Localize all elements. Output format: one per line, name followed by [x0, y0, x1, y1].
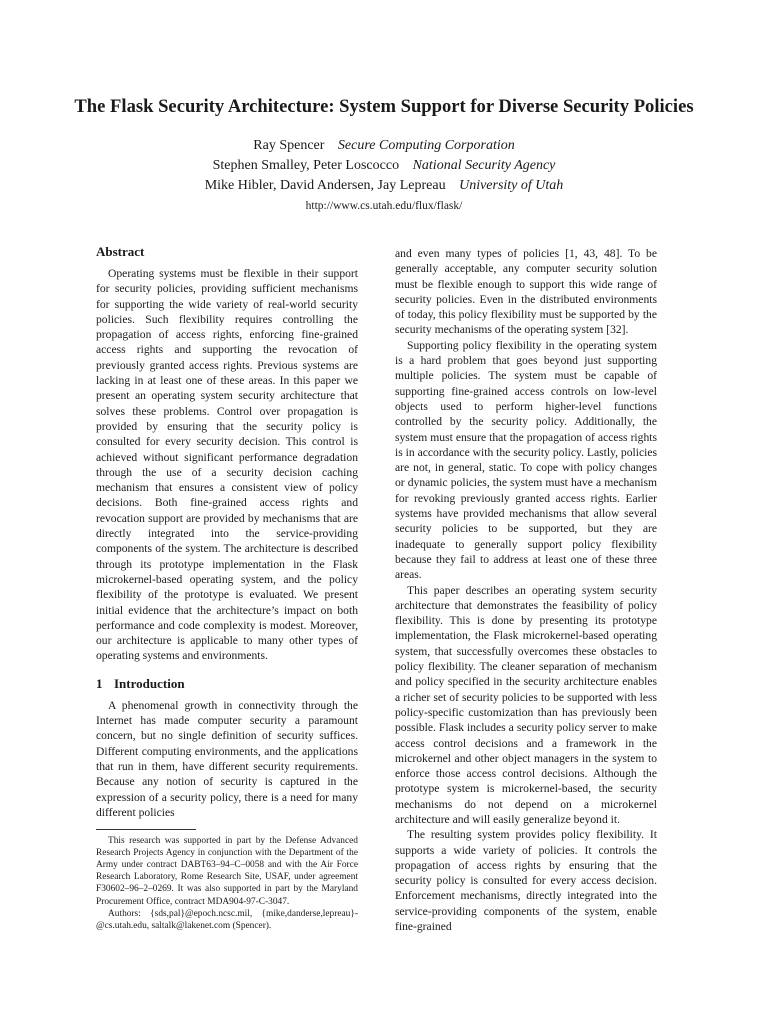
author-names: Mike Hibler, David Andersen, Jay Lepreau [204, 178, 446, 193]
footnote-authors: Authors: {sds,pal}@epoch.ncsc.mil, {mike,danderse,lepreau}-@cs.utah.edu, saltalk@lakenet.com (Spencer). [96, 908, 358, 931]
author-line [40, 136, 728, 156]
introduction-heading [96, 676, 358, 692]
intro-paragraph: The resulting system provides policy flexibility. It supports a wide variety of policies. It controls the propagation of access rights by ensuring that the security policy is consulted for every access decision. Enforcement mechanisms, directly integrated into the service-providing components of the system, enable fine-grained [395, 828, 657, 934]
paper-title: The Flask Security Architecture: System Support for Diverse Security Policies [74, 96, 694, 117]
project-url[interactable]: http://www.cs.utah.edu/flux/flask/ [305, 200, 463, 212]
intro-paragraph: A phenomenal growth in connectivity through the Internet has made computer security a paramount concern, but no single definition of security suffices. Different computing environments, and the applications that run in them, have different security requirements. Because any notion of security is captured in the expression of a security policy, there is a need for many different policies [96, 698, 358, 819]
author-affiliation: University of Utah [459, 178, 564, 193]
footnote-support: This research was supported in part by the Defense Advanced Research Projects Agency in conjunction with the Department of the Army under contract DABT63–94–C–0058 and with the Air Force Research Laboratory, Rome Research Site, USAF, under agreement F30602–96–2–0269. It was also supported in part by the Maryland Procurement Office, contract MDA904-97-C-3047. [96, 836, 358, 907]
author-line [40, 176, 728, 196]
left-column [96, 244, 358, 932]
author-affiliation: Secure Computing Corporation [337, 138, 515, 153]
right-column [395, 246, 657, 934]
section-number: 1 [96, 675, 103, 691]
author-names: Stephen Smalley, Peter Loscocco [212, 158, 400, 173]
intro-paragraph: This paper describes an operating system security architecture that demonstrates the feasibility of policy flexibility. This is done by presenting its prototype implementation, the Flask microkernel-based operating system, that successfully overcomes these obstacles to policy flexibility. The cleaner separation of mechanism and policy specified in the security architecture enables a richer set of security policies to be supported with less policy-specific customization than has previously been possible. Flask includes a security policy server to make access control decisions and a framework in the microkernel and other object managers in the system to enforce those access control decisions. Although the prototype system is microkernel-based, the security mechanisms do not depend on a microkernel architecture and will easily generalize beyond it. [395, 583, 657, 826]
footnote-divider [96, 829, 196, 830]
abstract-heading: Abstract [96, 244, 145, 259]
abstract-text: Operating systems must be flexible in their support for security policies, providing sufficient mechanisms for supporting the wide variety of real-world security policies. Such flexibility requires controlling the propagation of access rights, enforcing fine-grained access rights and supporting the revocation of previously granted access rights. Previous systems are lacking in at least one of these areas. In this paper we present an operating system security architecture that solves these problems. Control over propagation is provided by ensuring that the security policy is consulted for every security decision. This control is achieved without significant performance degradation through the use of a security decision caching mechanism that ensures a consistent view of policy decisions. Both fine-grained access rights and revocation support are provided by mechanisms that are directly integrated into the service-providing components of the system. The architecture is described through its prototype implementation in the Flask microkernel-based operating system, and the policy flexibility of the prototype is evaluated. We present initial evidence that the architecture’s impact on both performance and code complexity is modest. Moreover, our architecture is applicable to many other types of operating systems and environments. [96, 267, 358, 663]
author-affiliation: National Security Agency [412, 158, 556, 173]
intro-paragraph: Supporting policy flexibility in the operating system is a hard problem that goes beyond just supporting multiple policies. The system must be capable of supporting fine-grained access controls on low-level objects used to perform higher-level functions controlled by the security policy. Additionally, the system must ensure that the propagation of access rights is in accordance with the security policy. Lastly, policies are not, in general, static. To cope with policy changes or dynamic policies, the system must have a mechanism for revoking previously granted access rights. Earlier systems have provided mechanisms that allow several security policies to be supported, but they are inadequate to generally support policy flexibility because they fail to address at least one of these three areas. [395, 338, 657, 582]
author-line [40, 156, 728, 176]
section-title: Introduction [114, 675, 185, 691]
author-block [40, 136, 728, 196]
author-names: Ray Spencer [253, 138, 325, 153]
intro-paragraph: and even many types of policies [1, 43, 48]. To be generally acceptable, any computer security solution must be flexible enough to support this wide range of security policies. Even in the distributed environments of today, this policy flexibility must be supported by the security mechanisms of the operating system [32]. [395, 247, 657, 337]
